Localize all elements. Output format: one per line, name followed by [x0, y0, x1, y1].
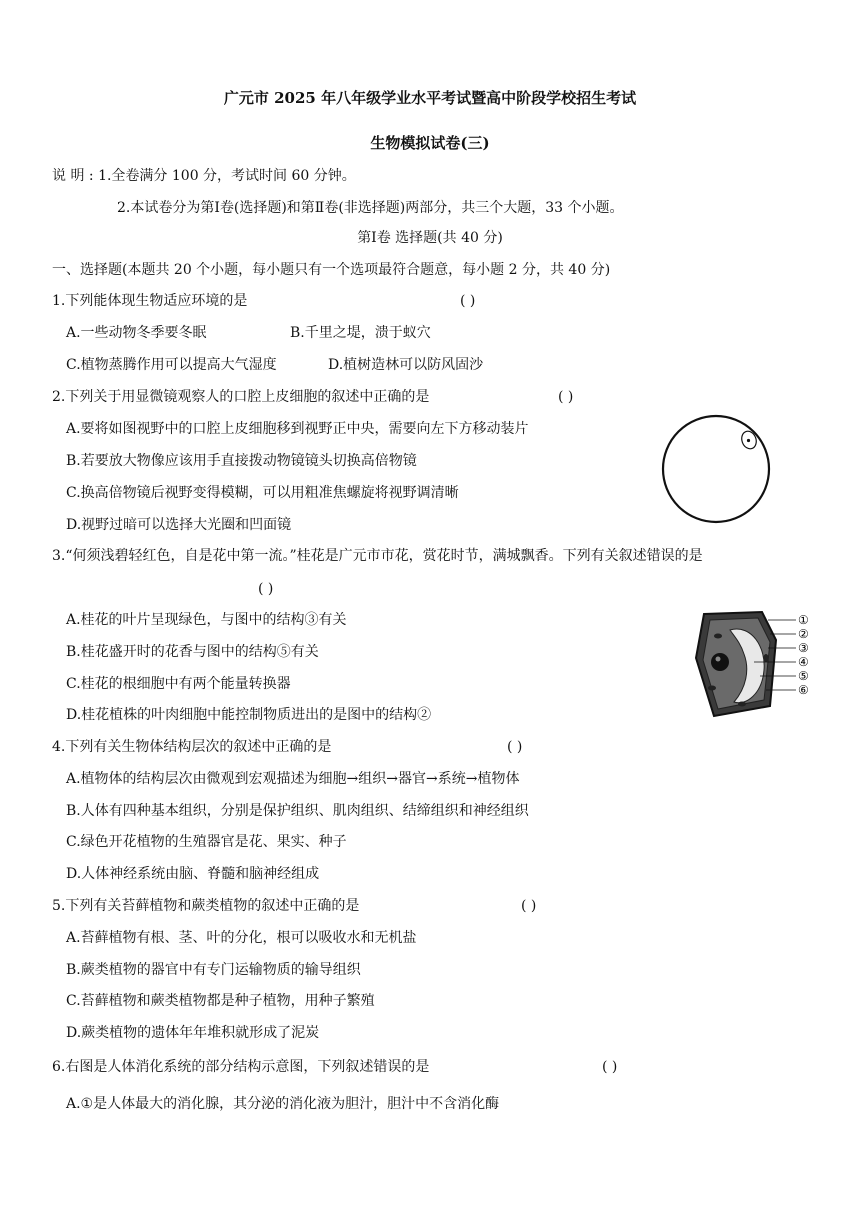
nucleus	[711, 653, 729, 671]
question-1-bracket: ( )	[460, 293, 476, 309]
question-5-stem: 5.下列有关苔藓植物和蕨类植物的叙述中正确的是	[52, 898, 360, 914]
question-4-stem: 4.下列有关生物体结构层次的叙述中正确的是	[52, 739, 332, 755]
question-4-bracket: ( )	[507, 739, 523, 755]
question-3-bracket: ( )	[258, 581, 274, 597]
question-1-option-c: C.植物蒸腾作用可以提高大气湿度	[66, 357, 277, 373]
cell-label-4: ④	[798, 655, 809, 669]
question-5-option-a: A.苔藓植物有根、茎、叶的分化，根可以吸收水和无机盐	[66, 930, 417, 946]
question-4-option-d: D.人体神经系统由脑、脊髓和脑神经组成	[66, 866, 320, 882]
question-3-option-b: B.桂花盛开时的花香与图中的结构⑤有关	[66, 644, 319, 660]
plant-cell-figure	[690, 608, 818, 720]
question-1-option-a: A.一些动物冬季要冬眠	[66, 325, 207, 341]
cell-nucleus	[747, 439, 750, 442]
chloroplast	[714, 634, 722, 639]
instruction-line-2: 2.本试卷分为第Ⅰ卷(选择题)和第Ⅱ卷(非选择题)两部分，共三个大题，33 个小题。	[117, 200, 624, 216]
question-4-option-c: C.绿色开花植物的生殖器官是花、果实、种子	[66, 834, 347, 850]
question-1-stem: 1.下列能体现生物适应环境的是	[52, 293, 248, 309]
chloroplast	[764, 654, 769, 662]
cell-label-1: ①	[798, 613, 809, 627]
question-6-option-a: A.①是人体最大的消化腺，其分泌的消化液为胆汁，胆汁中不含消化酶	[66, 1096, 500, 1112]
cell-label-3: ③	[798, 641, 809, 655]
question-4-option-b: B.人体有四种基本组织，分别是保护组织、肌肉组织、结缔组织和神经组织	[66, 803, 529, 819]
question-2-option-a: A.要将如图视野中的口腔上皮细胞移到视野正中央，需要向左下方移动装片	[66, 421, 529, 437]
section-heading: 一、选择题(本题共 20 个小题，每小题只有一个选项最符合题意，每小题 2 分，共 40 分)	[52, 262, 611, 278]
question-2-option-b: B.若要放大物像应该用手直接拨动物镜镜头切换高倍物镜	[66, 453, 417, 469]
exam-title: 广元市 2025 年八年级学业水平考试暨高中阶段学校招生考试	[223, 89, 637, 107]
question-4-option-a: A.植物体的结构层次由微观到宏观描述为细胞→组织→器官→系统→植物体	[66, 771, 520, 787]
question-2-stem: 2.下列关于用显微镜观察人的口腔上皮细胞的叙述中正确的是	[52, 389, 430, 405]
question-2-option-c: C.换高倍物镜后视野变得模糊，可以用粗准焦螺旋将视野调清晰	[66, 485, 459, 501]
cell-label-2: ②	[798, 627, 809, 641]
question-3-option-c: C.桂花的根细胞中有两个能量转换器	[66, 676, 291, 692]
nucleolus	[716, 657, 721, 662]
question-1-option-b: B.千里之堤，溃于蚁穴	[290, 325, 431, 341]
chloroplast	[738, 702, 746, 707]
question-2-option-d: D.视野过暗可以选择大光圈和凹面镜	[66, 517, 292, 533]
question-5-bracket: ( )	[521, 898, 537, 914]
microscope-field-figure	[660, 413, 772, 525]
field-of-view-circle	[663, 416, 769, 522]
cell-label-6: ⑥	[798, 683, 809, 697]
part1-title: 第Ⅰ卷 选择题(共 40 分)	[357, 230, 503, 246]
chloroplast	[708, 686, 716, 691]
question-6-bracket: ( )	[602, 1059, 618, 1075]
question-5-option-c: C.苔藓植物和蕨类植物都是种子植物，用种子繁殖	[66, 993, 375, 1009]
question-6-stem: 6.右图是人体消化系统的部分结构示意图，下列叙述错误的是	[52, 1059, 430, 1075]
instruction-line-1: 说 明 : 1.全卷满分 100 分，考试时间 60 分钟。	[52, 168, 356, 184]
question-3-stem: 3.“何须浅碧轻红色，自是花中第一流。”桂花是广元市市花，赏花时节，满城飘香。下列有关叙述错误的是	[52, 548, 703, 564]
question-2-bracket: ( )	[558, 389, 574, 405]
cell-label-5: ⑤	[798, 669, 809, 683]
question-5-option-d: D.蕨类植物的遗体年年堆积就形成了泥炭	[66, 1025, 320, 1041]
question-3-option-a: A.桂花的叶片呈现绿色，与图中的结构③有关	[66, 612, 347, 628]
exam-subtitle: 生物模拟试卷(三)	[370, 134, 490, 152]
question-5-option-b: B.蕨类植物的器官中有专门运输物质的输导组织	[66, 962, 361, 978]
question-1-option-d: D.植树造林可以防风固沙	[328, 357, 484, 373]
question-3-option-d: D.桂花植株的叶肉细胞中能控制物质进出的是图中的结构②	[66, 707, 432, 723]
